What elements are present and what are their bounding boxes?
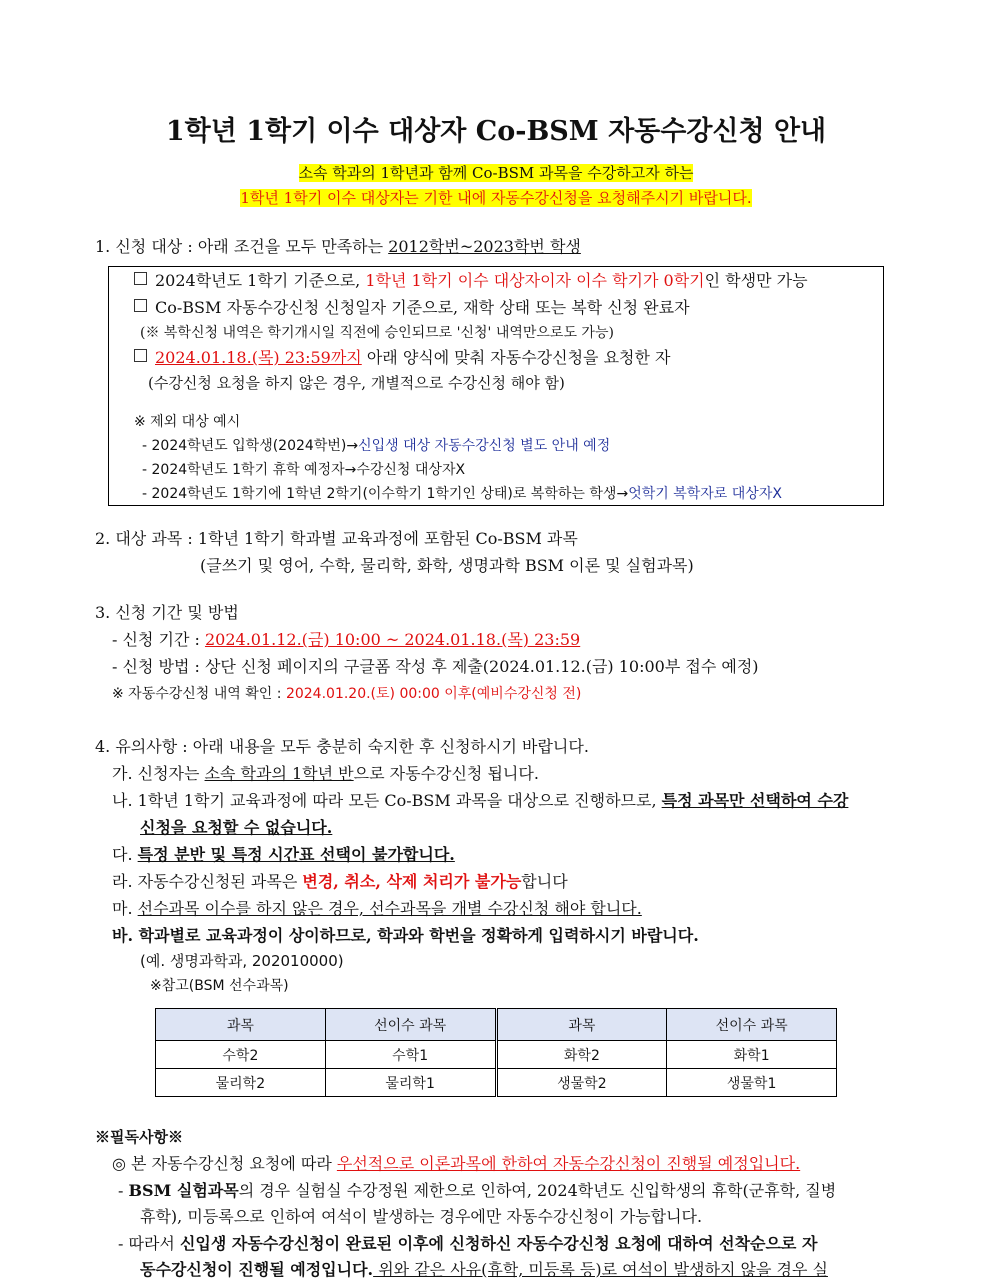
condition-3 [134, 347, 670, 369]
notice-ba: 바. 학과별로 교육과정이 상이하므로, 학과와 학번을 정확하게 입력하시기 바랍니다. [112, 926, 699, 945]
highlight-text: 소속 학과의 1학년과 함께 Co-BSM 과목을 수강하고자 하는 [298, 164, 694, 182]
condition-1 [134, 270, 808, 292]
exclusion-item-1-note: 신입생 대상 자동수강신청 별도 안내 예정 [358, 438, 611, 454]
table-header: 과목 [156, 1009, 326, 1041]
must-read-detail-2-underline: 위와 같은 사유(휴학, 미등록 등)로 여석이 발생하지 않을 경우 실 [373, 1260, 828, 1279]
notice-da-underline: 특정 분반 및 특정 시간표 선택이 불가합니다. [137, 845, 455, 864]
table-header: 과목 [496, 1009, 667, 1041]
notice-ra-red: 변경, 취소, 삭제 처리가 불가능 [302, 872, 522, 891]
exclusion-heading: ※ 제외 대상 예시 [134, 414, 241, 430]
must-read-detail-2-cont [140, 1259, 828, 1281]
notice-na-text: 나. 1학년 1학기 교육과정에 따라 모든 Co-BSM 과목을 대상으로 진행하므로, [112, 791, 662, 810]
condition-1-tail: 인 학생만 가능 [704, 271, 808, 290]
section-2-subjects: (글쓰기 및 영어, 수학, 물리학, 화학, 생명과학 BSM 이론 및 실험과목) [200, 556, 694, 575]
exclusion-item-3 [142, 484, 782, 504]
exclusion-item-2: - 2024학년도 1학기 휴학 예정자→수강신청 대상자X [142, 462, 466, 478]
notice-ra-tail: 합니다 [521, 872, 568, 891]
condition-2-note: (※ 복학신청 내역은 학기개시일 직전에 승인되므로 '신청' 내역만으로도 가능) [140, 325, 614, 341]
must-read-detail-2-prefix: - 따라서 [118, 1234, 180, 1253]
section-2-heading: 2. 대상 과목 : 1학년 1학기 학과별 교육과정에 포함된 Co-BSM 과목 [95, 529, 578, 548]
table-row [156, 1069, 837, 1097]
section-1-label: 1. 신청 대상 : 아래 조건을 모두 만족하는 [95, 237, 389, 256]
page-title: 1학년 1학기 이수 대상자 Co-BSM 자동수강신청 안내 [165, 116, 827, 147]
result-check [112, 684, 581, 704]
table-cell: 생물학2 [496, 1069, 667, 1097]
notice-ga-underline: 소속 학과의 1학년 반 [204, 764, 354, 783]
subtitle-line-1 [0, 162, 992, 184]
table-header: 선이수 과목 [667, 1009, 837, 1041]
notice-ra [112, 871, 568, 893]
lab-course-label: BSM 실험과목 [128, 1181, 239, 1200]
deadline-text: 2024.01.18.(목) 23:59까지 [155, 348, 362, 367]
must-read-main-underline: 우선적으로 이론과목에 한하여 자동수강신청이 진행될 예정입니다. [336, 1154, 801, 1173]
table-cell: 물리학1 [325, 1069, 496, 1097]
condition-3-note: (수강신청 요청을 하지 않은 경우, 개별적으로 수강신청 해야 함) [148, 374, 565, 392]
table-cell: 수학2 [156, 1041, 326, 1069]
result-check-value: 2024.01.20.(토) 00:00 이후(예비수강신청 전) [285, 686, 582, 702]
application-method: - 신청 방법 : 상단 신청 페이지의 구글폼 작성 후 제출(2024.01.12.(금) 10:00부 접수 예정) [112, 657, 759, 676]
exclusion-item-3-note: 엇학기 복학자로 대상자X [628, 486, 782, 502]
notice-da-prefix: 다. [112, 845, 138, 864]
result-check-label: ※ 자동수강신청 내역 확인 : [112, 686, 286, 702]
table-header-row [156, 1009, 837, 1041]
period-label: - 신청 기간 : [112, 630, 205, 649]
condition-3-text: 아래 양식에 맞춰 자동수강신청을 요청한 자 [361, 348, 671, 367]
must-read-detail-2-bold-cont: 동수강신청이 진행될 예정입니다. [140, 1260, 374, 1279]
must-read-detail-1-cont: 휴학), 미등록으로 인하여 여석이 발생하는 경우에만 자동수강신청이 가능합니다. [140, 1207, 703, 1226]
bullet-dash: - [118, 1181, 129, 1200]
condition-2-text: Co-BSM 자동수강신청 신청일자 기준으로, 재학 상태 또는 복학 신청 완료자 [155, 298, 690, 317]
notice-na-cont [140, 817, 332, 839]
application-period [112, 629, 580, 651]
notice-ra-text: 라. 자동수강신청된 과목은 [112, 872, 303, 891]
table-cell: 수학1 [325, 1041, 496, 1069]
section-1-heading [95, 236, 581, 258]
section-4-heading: 4. 유의사항 : 아래 내용을 모두 충분히 숙지한 후 신청하시기 바랍니다. [95, 737, 589, 756]
notice-ga [112, 763, 539, 785]
notice-ma-underline: 선수과목 이수를 하지 않은 경우, 선수과목을 개별 수강신청 해야 합니다. [137, 899, 642, 918]
notice-na-underline: 특정 과목만 선택하여 수강 [661, 791, 849, 810]
period-value: 2024.01.12.(금) 10:00 ~ 2024.01.18.(목) 23:59 [204, 630, 581, 649]
must-read-main-text: ◎ 본 자동수강신청 요청에 따라 [112, 1154, 337, 1173]
checkbox-icon [134, 349, 147, 362]
table-cell: 화학2 [496, 1041, 667, 1069]
table-cell: 물리학2 [156, 1069, 326, 1097]
notice-ma [112, 898, 642, 920]
notice-ma-prefix: 마. [112, 899, 138, 918]
checkbox-icon [134, 272, 147, 285]
table-header: 선이수 과목 [325, 1009, 496, 1041]
notice-ga-tail: 으로 자동수강신청 됩니다. [353, 764, 539, 783]
notice-na [112, 790, 848, 812]
must-read-detail-1-text: 의 경우 실험실 수강정원 제한으로 인하여, 2024학년도 신입학생의 휴학(군휴학, 질병 [238, 1181, 837, 1200]
reference-label: ※참고(BSM 선수과목) [150, 978, 289, 994]
notice-na-underline-2: 신청을 요청할 수 없습니다. [140, 818, 333, 837]
target-students: 2012학번~2023학번 학생 [388, 237, 581, 256]
notice-ga-text: 가. 신청자는 [112, 764, 205, 783]
notice-da [112, 844, 455, 866]
exclusion-item-1-text: - 2024학년도 입학생(2024학번)→ [142, 438, 359, 454]
condition-1-highlight: 1학년 1학기 이수 대상자이자 이수 학기가 0학기 [365, 271, 705, 290]
section-3-heading: 3. 신청 기간 및 방법 [95, 603, 239, 622]
table-row [156, 1041, 837, 1069]
prerequisite-table [155, 1008, 837, 1097]
table-cell: 생물학1 [667, 1069, 837, 1097]
must-read-heading: ※필독사항※ [95, 1128, 183, 1146]
condition-2 [134, 297, 690, 319]
checkbox-icon [134, 299, 147, 312]
exclusion-item-3-text: - 2024학년도 1학기에 1학년 2학기(이수학기 1학기인 상태)로 복학하는 학생→ [142, 486, 629, 502]
must-read-detail-2-bold: 신입생 자동수강신청이 완료된 이후에 신청하신 자동수강신청 요청에 대하여 선착순으로 자 [179, 1234, 818, 1253]
condition-1-text: 2024학년도 1학기 기준으로, [155, 271, 366, 290]
highlight-text-red: 1학년 1학기 이수 대상자는 기한 내에 자동수강신청을 요청해주시기 바랍니다. [240, 189, 752, 207]
must-read-detail-2 [118, 1233, 817, 1255]
must-read-main [112, 1153, 800, 1175]
exclusion-item-1 [142, 436, 610, 456]
notice-ba-example: (예. 생명과학과, 202010000) [140, 952, 344, 970]
subtitle-line-2 [0, 187, 992, 209]
must-read-detail-1 [118, 1180, 836, 1202]
table-cell: 화학1 [667, 1041, 837, 1069]
